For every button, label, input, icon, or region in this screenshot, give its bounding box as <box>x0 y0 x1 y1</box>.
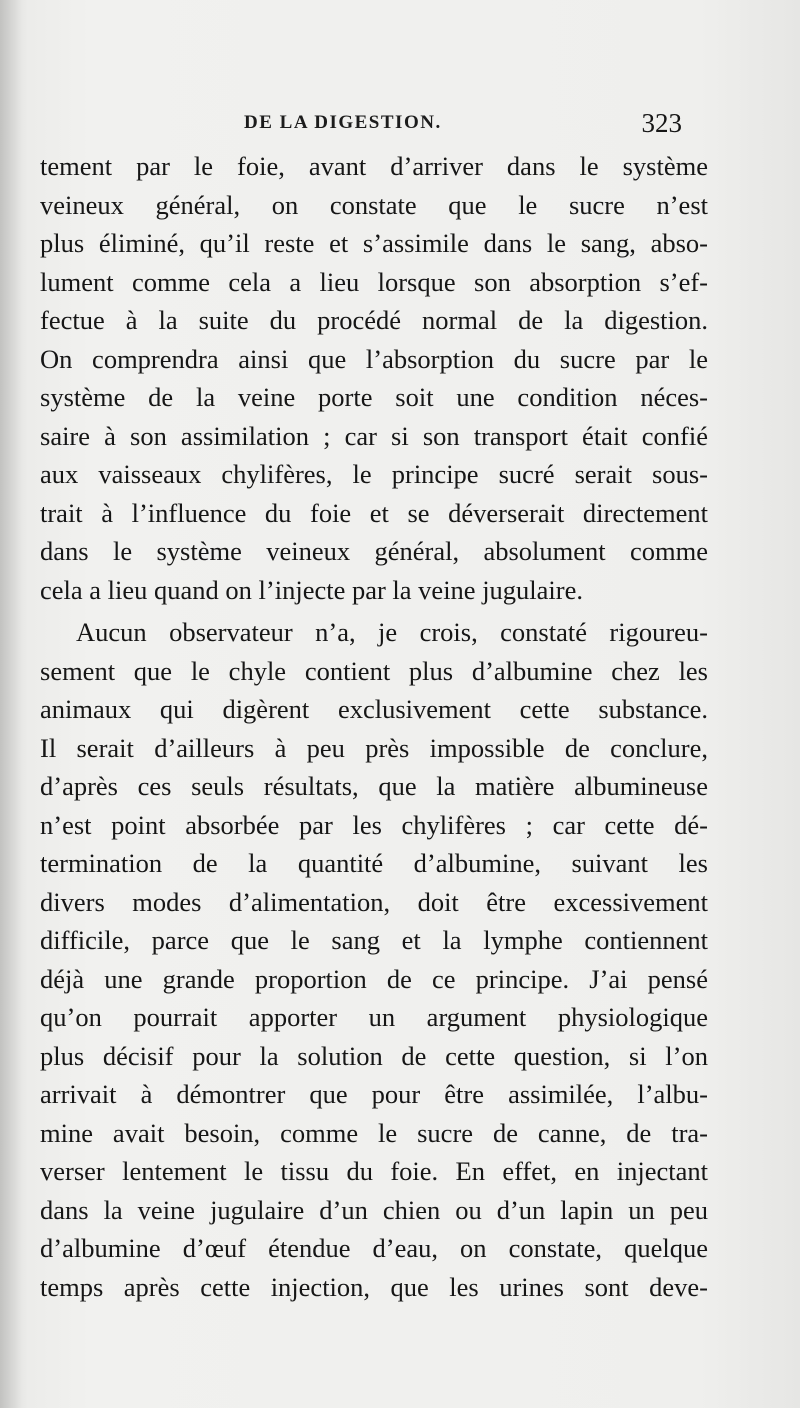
text-line: aux vaisseaux chylifères, le principe sucré serait sous- <box>40 459 708 489</box>
text-line: cela a lieu quand on l’injecte par la veine jugulaire. <box>40 574 584 605</box>
body-text <box>40 146 708 1346</box>
text-line: trait à l’influence du foie et se déverserait directement <box>40 497 708 528</box>
text-line: verser lentement le tissu du foie. En effet, en injectant <box>40 1156 708 1186</box>
text-line: système de la veine porte soit une condition néces- <box>40 382 708 412</box>
text-line: plus décisif pour la solution de cette question, si l’on <box>40 1040 708 1071</box>
text-line: mine avait besoin, comme le sucre de canne, de tra- <box>40 1117 708 1148</box>
text-line: dans la veine jugulaire d’un chien ou d’un lapin un peu <box>40 1194 708 1225</box>
text-line: n’est point absorbée par les chylifères ; car cette dé- <box>40 809 708 840</box>
text-line: temps après cette injection, que les urines sont deve- <box>40 1271 708 1302</box>
text-line: sement que le chyle contient plus d’albumine chez les <box>40 655 708 686</box>
text-line: déjà une grande proportion de ce principe. J’ai pensé <box>40 963 708 994</box>
text-line: d’albumine d’œuf étendue d’eau, on constate, quelque <box>40 1233 708 1263</box>
text-line: difficile, parce que le sang et la lymphe contiennent <box>40 925 708 955</box>
text-line: Il serait d’ailleurs à peu près impossible de conclure, <box>40 732 708 763</box>
text-line: On comprendra ainsi que l’absorption du sucre par le <box>40 343 708 374</box>
running-head <box>0 108 800 142</box>
text-line: dans le système veineux général, absolument comme <box>40 536 708 566</box>
text-line: plus éliminé, qu’il reste et s’assimile dans le sang, abso- <box>40 228 708 258</box>
text-line: veineux général, on constate que le sucre n’est <box>40 189 708 220</box>
running-title: DE LA DIGESTION. <box>244 112 442 133</box>
text-line: fectue à la suite du procédé normal de la digestion. <box>40 305 708 335</box>
text-line: animaux qui digèrent exclusivement cette substance. <box>40 694 708 724</box>
text-line: termination de la quantité d’albumine, suivant les <box>40 848 708 878</box>
page-number: 323 <box>641 108 682 138</box>
text-line: tement par le foie, avant d’arriver dans le système <box>40 151 708 181</box>
paragraph-first-line: Aucun observateur n’a, je crois, constaté rigoureu- <box>76 617 708 647</box>
text-line: qu’on pourrait apporter un argument physiologique <box>40 1002 708 1032</box>
text-line: divers modes d’alimentation, doit être excessivement <box>40 886 708 917</box>
text-line: lument comme cela a lieu lorsque son absorption s’ef- <box>40 266 708 297</box>
gutter-shadow <box>0 0 22 1408</box>
text-line: saire à son assimilation ; car si son transport était confié <box>40 420 708 451</box>
text-line: d’après ces seuls résultats, que la matière albumineuse <box>40 771 708 801</box>
text-line: arrivait à démontrer que pour être assimilée, l’albu- <box>40 1079 708 1109</box>
